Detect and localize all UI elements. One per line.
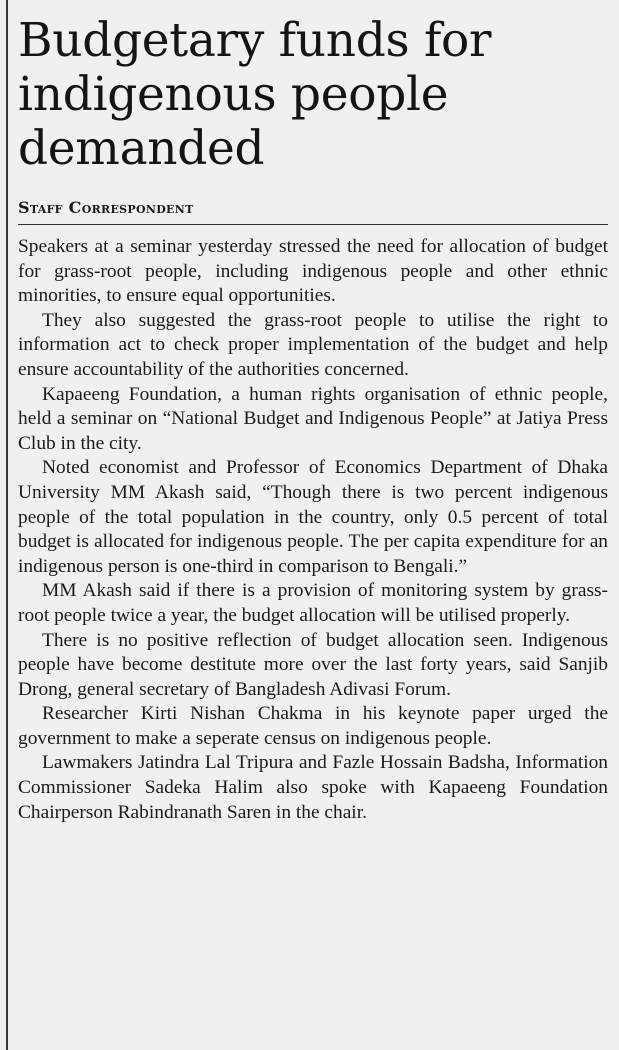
byline-divider [18,198,608,225]
article-byline: Staff Correspondent [18,198,194,217]
article-paragraph: There is no positive reflection of budget allocation seen. Indigenous people have become destitute more over the last forty years, said Sanjib Drong, general secretary of Bangladesh Adivasi Forum. [18,629,608,700]
article-paragraph: Lawmakers Jatindra Lal Tripura and Fazle Hossain Badsha, Information Commissioner Sadeka Halim also spoke with Kapaeeng Foundation Chairperson Rabindranath Saren in the chair. [18,752,608,823]
column-rule [6,0,8,1050]
article-paragraph: Speakers at a seminar yesterday stressed the need for allocation of budget for grass-root people, including indigenous people and other ethnic minorities, to ensure equal opportunities. [18,236,608,307]
article-paragraph: Kapaeeng Foundation, a human rights organisation of ethnic people, held a seminar on “National Budget and Indigenous People” at Jatiya Press Club in the city. [18,383,608,454]
article-headline: Budgetary funds for indigenous people demanded [18,13,492,176]
article-paragraph: Noted economist and Professor of Economics Department of Dhaka University MM Akash said, “Though there is two percent indigenous people of the total population in the country, only 0.5 percent of total budget is allocated for indigenous people. The per capita expenditure for an indigenous person is one-third in comparison to Bengali.” [18,457,608,577]
news-article [18,14,608,825]
article-body [18,235,608,825]
article-paragraph: They also suggested the grass-root people to utilise the right to information act to check proper implementation of the budget and help ensure accountability of the authorities concerned. [18,309,608,380]
article-paragraph: Researcher Kirti Nishan Chakma in his keynote paper urged the government to make a seperate census on indigenous people. [18,703,608,749]
article-paragraph: MM Akash said if there is a provision of monitoring system by grass-root people twice a year, the budget allocation will be utilised properly. [18,580,608,626]
